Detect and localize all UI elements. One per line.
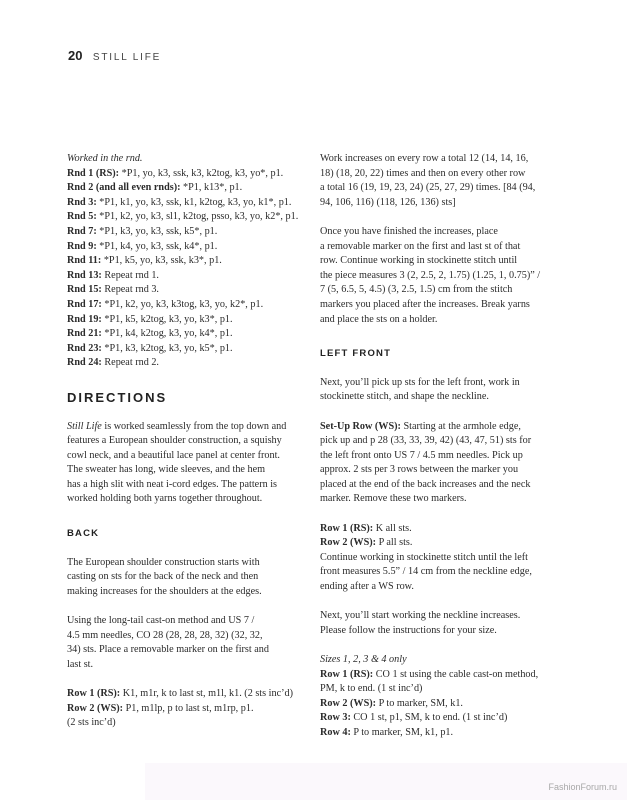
instruction-label: Rnd 7: bbox=[67, 225, 97, 237]
instruction-label: Rnd 24: bbox=[67, 357, 102, 369]
finish-increases-paragraph bbox=[320, 225, 560, 327]
text-line bbox=[67, 434, 307, 449]
instruction-line bbox=[67, 342, 307, 357]
instruction-label: Row 1 (RS): bbox=[67, 688, 121, 699]
instruction-line bbox=[320, 668, 560, 683]
back-heading: BACK bbox=[67, 528, 100, 540]
text-line: marker. Remove these two markers. bbox=[320, 493, 467, 505]
left-column bbox=[67, 152, 307, 731]
instruction-line bbox=[67, 225, 307, 240]
instruction-label: Row 4: bbox=[320, 726, 351, 738]
instruction-text: *P1, k3, k2tog, k3, yo, k5*, p1. bbox=[101, 342, 233, 354]
continue-paragraph bbox=[320, 551, 560, 595]
site-watermark: FashionForum.ru bbox=[548, 782, 617, 792]
instruction-text: *P1, k4, yo, k3, ssk, k4*, p1. bbox=[96, 240, 218, 252]
text-span: cowl neck, and a beautiful lace panel at center front. bbox=[67, 449, 280, 461]
instruction-text: Repeat rnd 3. bbox=[101, 284, 159, 296]
text-line: last st. bbox=[67, 658, 94, 670]
instruction-text: CO 1 st, p1, SM, k to end. (1 st inc’d) bbox=[350, 712, 508, 724]
instruction-label: Row 2 (WS): bbox=[67, 702, 124, 714]
intro-text: Worked in the rnd. bbox=[67, 153, 143, 164]
instruction-label: Rnd 17: bbox=[67, 298, 102, 310]
text-line bbox=[67, 463, 307, 478]
instruction-text: *P1, k4, k2tog, k3, yo, k4*, p1. bbox=[101, 328, 233, 340]
text-line: Work increases on every row a total 12 (14, 14, 16, bbox=[320, 153, 529, 164]
text-line bbox=[67, 420, 307, 435]
instruction-text: *P1, k5, k2tog, k3, yo, k3*, p1. bbox=[101, 313, 233, 325]
text-line: Continue working in stockinette stitch until the left bbox=[320, 551, 528, 563]
left-front-intro bbox=[320, 376, 560, 405]
instruction-label: Rnd 9: bbox=[67, 240, 97, 252]
instruction-label: Rnd 2 (and all even rnds): bbox=[67, 182, 181, 194]
instruction-line bbox=[67, 327, 307, 342]
instruction-text: *P1, k3, yo, k3, ssk, k5*, p1. bbox=[96, 225, 218, 237]
text-line: the left front onto US 7 / 4.5 mm needles. Pick up bbox=[320, 449, 523, 461]
text-line: placed at the end of the back increases and the neck bbox=[320, 478, 531, 490]
text-span: has a high slit with neat i-cord edges. The pattern is bbox=[67, 478, 278, 490]
instruction-text: Repeat rnd 2. bbox=[101, 357, 159, 369]
instruction-text: *P1, k2, yo, k3, k3tog, k3, yo, k2*, p1. bbox=[101, 298, 264, 310]
instruction-label: Rnd 13: bbox=[67, 269, 102, 281]
text-line: The European shoulder construction starts with bbox=[67, 556, 260, 568]
instruction-text: PM, k to end. (1 st inc’d) bbox=[320, 683, 423, 695]
instruction-label: Row 1 (RS): bbox=[320, 522, 374, 534]
text-line: making increases for the shoulders at the edges. bbox=[67, 585, 262, 597]
instruction-line bbox=[320, 682, 560, 697]
text-line: Using the long-tail cast-on method and US 7 / bbox=[67, 615, 255, 627]
page-header bbox=[68, 47, 161, 65]
text-line: a removable marker on the first and last st of that bbox=[320, 240, 521, 252]
instruction-line bbox=[320, 711, 560, 726]
text-line: casting on sts for the back of the neck and then bbox=[67, 571, 259, 583]
instruction-line bbox=[67, 269, 307, 284]
instruction-label: Rnd 15: bbox=[67, 284, 102, 296]
instruction-label: Rnd 1 (RS): bbox=[67, 167, 120, 179]
instruction-text: *P1, k5, yo, k3, ssk, k3*, p1. bbox=[101, 255, 222, 267]
text-line: 18) (18, 20, 22) times and then on every other row bbox=[320, 167, 526, 179]
text-span: Still Life bbox=[67, 420, 102, 432]
text-line: pick up and p 28 (33, 33, 39, 42) (43, 47, 51) sts for bbox=[320, 435, 532, 447]
instruction-text: P to marker, SM, k1, p1. bbox=[350, 726, 454, 738]
instruction-line bbox=[67, 196, 307, 211]
text-line: a total 16 (19, 19, 23, 24) (25, 27, 29) times. [84 (94, bbox=[320, 182, 536, 194]
instruction-line bbox=[67, 702, 307, 717]
instruction-text: P1, m1lp, p to last st, m1rp, p1. bbox=[123, 702, 254, 714]
instruction-line bbox=[67, 298, 307, 313]
neckline-rows bbox=[320, 668, 560, 741]
text-line bbox=[67, 478, 307, 493]
instruction-text: K all sts. bbox=[373, 522, 412, 534]
instruction-line bbox=[320, 522, 560, 537]
instruction-line bbox=[67, 313, 307, 328]
text-line: ending after a WS row. bbox=[320, 581, 414, 593]
back-rows-list bbox=[67, 687, 307, 731]
instruction-text: Repeat rnd 1. bbox=[101, 269, 159, 281]
setup-row-label: Set-Up Row (WS): bbox=[320, 420, 401, 432]
setup-row-text-first: Starting at the armhole edge, bbox=[400, 420, 521, 432]
page-running-title: STILL LIFE bbox=[92, 52, 162, 63]
instruction-line bbox=[67, 181, 307, 196]
text-line: row. Continue working in stockinette stitch until bbox=[320, 255, 518, 267]
text-line bbox=[67, 449, 307, 464]
instruction-text: P to marker, SM, k1. bbox=[376, 697, 463, 709]
instruction-label: Row 2 (WS): bbox=[320, 537, 377, 549]
right-column bbox=[320, 152, 560, 741]
text-span: features a European shoulder construction, a squishy bbox=[67, 435, 282, 447]
text-line: 4.5 mm needles, CO 28 (28, 28, 28, 32) (32, 32, bbox=[67, 629, 263, 641]
instruction-label: Row 2 (WS): bbox=[320, 697, 377, 709]
instruction-line bbox=[320, 697, 560, 712]
text-line: Next, you’ll pick up sts for the left front, work in bbox=[320, 376, 520, 388]
rounds-list bbox=[67, 167, 307, 371]
instruction-line bbox=[67, 687, 307, 702]
instruction-label: Rnd 11: bbox=[67, 255, 102, 267]
instruction-text: *P1, k1, yo, k3, ssk, k1, k2tog, k3, yo, k1*, p1. bbox=[96, 196, 292, 208]
instruction-text: K1, m1r, k to last st, m1l, k1. (2 sts inc’d) bbox=[120, 688, 293, 699]
text-span: is worked seamlessly from the top down and bbox=[101, 420, 287, 432]
instruction-line bbox=[67, 167, 307, 182]
back-paragraph-2 bbox=[67, 614, 307, 672]
text-line: Once you have finished the increases, place bbox=[320, 225, 498, 237]
instruction-line bbox=[67, 356, 307, 371]
left-front-heading: LEFT FRONT bbox=[320, 348, 392, 360]
text-span: worked holding both yarns together throughout. bbox=[67, 493, 263, 505]
text-line: Please follow the instructions for your size. bbox=[320, 624, 497, 636]
text-line: 34) sts. Place a removable marker on the first and bbox=[67, 644, 269, 656]
instruction-line bbox=[67, 254, 307, 269]
instruction-line bbox=[67, 716, 307, 731]
text-line bbox=[67, 492, 307, 507]
page-number: 20 bbox=[68, 48, 83, 63]
instruction-label: Rnd 23: bbox=[67, 342, 102, 354]
increase-paragraph bbox=[320, 152, 560, 210]
instruction-label: Row 1 (RS): bbox=[320, 668, 374, 680]
sizes-label: Sizes 1, 2, 3 & 4 only bbox=[320, 654, 407, 665]
instruction-line bbox=[67, 210, 307, 225]
text-line: and place the sts on a holder. bbox=[320, 313, 438, 325]
instruction-label: Rnd 19: bbox=[67, 313, 102, 325]
text-line: approx. 2 sts per 3 rows between the marker you bbox=[320, 464, 519, 476]
instruction-text: P all sts. bbox=[376, 537, 413, 549]
instruction-text: *P1, yo, k3, ssk, k3, k2tog, k3, yo*, p1. bbox=[119, 167, 284, 179]
back-paragraph-1 bbox=[67, 556, 307, 600]
neckline-paragraph bbox=[320, 609, 560, 638]
instruction-line bbox=[67, 283, 307, 298]
instruction-label: Row 3: bbox=[320, 712, 351, 724]
text-line: 7 (5, 6.5, 5, 4.5) (3, 2.5, 1.5) cm from the stitch bbox=[320, 284, 513, 296]
text-line: 94, 106, 116) (118, 126, 136) sts] bbox=[320, 196, 456, 208]
instruction-line bbox=[320, 726, 560, 741]
instruction-label: Rnd 3: bbox=[67, 196, 97, 208]
setup-row-paragraph bbox=[320, 420, 560, 508]
instruction-label: Rnd 5: bbox=[67, 211, 97, 223]
instruction-text: *P1, k2, yo, k3, sl1, k2tog, psso, k3, yo, k2*, p1. bbox=[96, 211, 299, 223]
directions-paragraph bbox=[67, 420, 307, 508]
text-span: The sweater has long, wide sleeves, and the hem bbox=[67, 464, 266, 476]
instruction-text: *P1, k13*, p1. bbox=[180, 182, 243, 194]
instruction-label: Rnd 21: bbox=[67, 328, 102, 340]
text-line: Next, you’ll start working the neckline increases. bbox=[320, 610, 521, 622]
stockinette-rows bbox=[320, 522, 560, 551]
text-line: the piece measures 3 (2, 2.5, 2, 1.75) (1.25, 1, 0.75)” / bbox=[320, 269, 541, 281]
instruction-text: CO 1 st using the cable cast-on method, bbox=[373, 668, 539, 680]
text-line: markers you placed after the increases. Break yarns bbox=[320, 298, 530, 310]
instruction-line bbox=[67, 240, 307, 255]
directions-heading: DIRECTIONS bbox=[67, 389, 168, 405]
setup-row-rest bbox=[320, 434, 560, 507]
instruction-text: (2 sts inc’d) bbox=[67, 717, 116, 729]
text-line: stockinette stitch, and shape the neckline. bbox=[320, 391, 489, 403]
instruction-line bbox=[320, 536, 560, 551]
text-line: front measures 5.5” / 14 cm from the neckline edge, bbox=[320, 566, 532, 578]
